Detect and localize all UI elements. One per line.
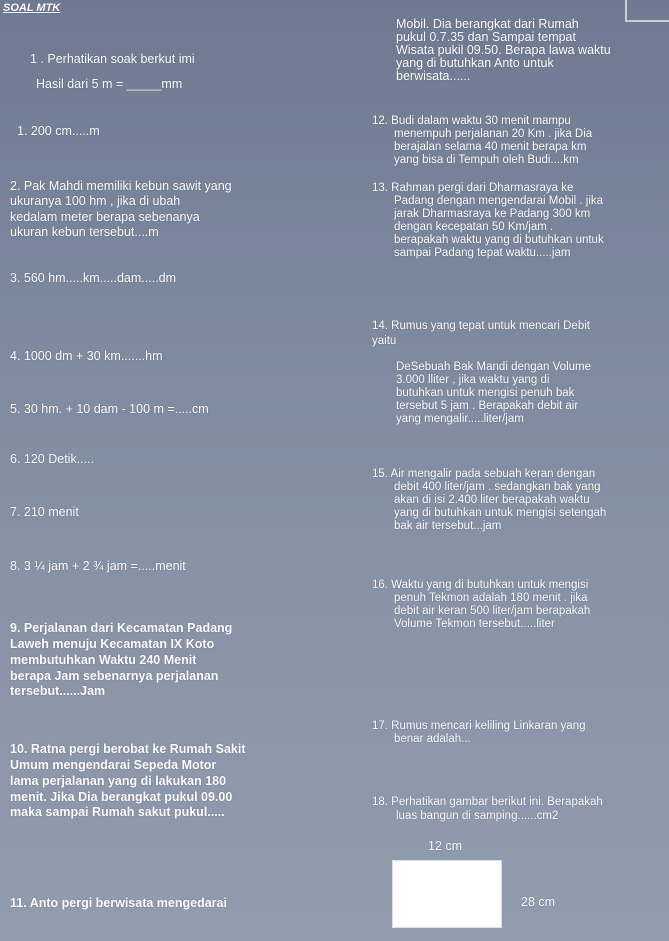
page-corner-frame <box>625 0 669 22</box>
debit-question-line-1: DeSebuah Bak Mandi dengan Volume <box>396 361 592 373</box>
question-15-line-4: yang di butuhkan untuk mengisi setengah <box>394 507 607 519</box>
question-15-line-3: akan di isi 2.400 liter berapakah waktu <box>394 494 590 506</box>
question-9-line-1: 9. Perjalanan dari Kecamatan Padang <box>10 621 233 635</box>
question-5: 5. 30 hm. + 10 dam - 100 m =.....cm <box>10 402 209 416</box>
debit-question-line-2: 3.000 lliter , jika waktu yang di <box>396 374 550 386</box>
question-13-line-2: Padang dengan mengendarai Mobil . jika <box>394 195 604 207</box>
question-12-line-1: 12. Budi dalam waktu 30 menit mampu <box>372 115 571 127</box>
question-10-line-2: Umum mengendarai Sepeda Motor <box>10 758 217 772</box>
question-16-line-3: debit air keran 500 liter/jam berapakah <box>394 605 591 617</box>
rectangle-figure <box>392 860 502 928</box>
question-9-line-3: membutuhkan Waktu 240 Menit <box>10 653 197 667</box>
question-11: 11. Anto pergi berwisata mengedarai <box>10 896 227 910</box>
question-14-line-2: yaitu <box>372 335 397 347</box>
question-3: 3. 560 hm.....km.....dam.....dm <box>10 271 177 285</box>
question-10-line-5: maka sampai Rumah sakut pukul..... <box>10 805 225 819</box>
question-9-line-2: Laweh menuju Kecamatan IX Koto <box>10 637 215 651</box>
question-2-line-3: kedalam meter berapa sebenanya <box>10 210 200 224</box>
question-16-line-1: 16. Waktu yang di butuhkan untuk mengisi <box>372 579 589 591</box>
question-4: 4. 1000 dm + 30 km.......hm <box>10 349 163 363</box>
q11-continued-line-3: Wisata pukil 09.50. Berapa lawa waktu <box>396 43 611 57</box>
question-13-line-6: sampai Padang tepat waktu.....jam <box>394 247 571 259</box>
question-12-line-2: menempuh perjalanan 20 Km . jika Dia <box>394 128 593 140</box>
question-2-line-1: 2. Pak Mahdi memiliki kebun sawit yang <box>10 179 232 193</box>
intro-line-1: 1 . Perhatikan soak berkut imi <box>30 52 195 66</box>
question-13-line-4: dengan kecepatan 50 Km/jam . <box>394 221 554 233</box>
question-16-line-4: Volume Tekmon tersebut.....liter <box>394 618 555 630</box>
debit-question-line-4: tersebut 5 jam . Berapakah debit air <box>396 400 579 412</box>
question-9-line-5: tersebut......Jam <box>10 684 106 698</box>
question-17-line-2: benar adalah... <box>394 733 471 745</box>
question-15-line-2: debit 400 liter/jam . sedangkan bak yang <box>394 481 601 493</box>
question-17-line-1: 17. Rumus mencari keliling Linkaran yang <box>372 720 586 732</box>
debit-question-line-5: yang mengalir.....liter/jam <box>396 413 524 425</box>
question-13-line-5: berapakah waktu yang di butuhkan untuk <box>394 234 604 246</box>
question-15-line-1: 15. Air mengalir pada sebuah keran dengan <box>372 468 596 480</box>
question-1: 1. 200 cm.....m <box>17 124 100 138</box>
question-9-line-4: berapa Jam sebenarnya perjalanan <box>10 669 219 683</box>
q11-continued-line-5: berwisata...... <box>396 69 471 83</box>
question-13-line-1: 13. Rahman pergi dari Dharmasraya ke <box>372 182 574 194</box>
intro-line-2: Hasil dari 5 m = _____mm <box>36 77 183 91</box>
question-18-line-1: 18. Perhatikan gambar berikut ini. Berapakah <box>372 796 603 808</box>
question-10-line-1: 10. Ratna pergi berobat ke Rumah Sakit <box>10 742 246 756</box>
question-7: 7. 210 menit <box>10 505 79 519</box>
q11-continued-line-2: pukul 0.7.35 dan Sampai tempat <box>396 30 576 44</box>
question-12-line-4: yang bisa di Tempuh oleh Budi....km <box>394 154 579 166</box>
question-16-line-2: penuh Tekmon adalah 180 menit . jika <box>394 592 588 604</box>
q11-continued-line-4: yang di butuhkan Anto untuk <box>396 56 554 70</box>
question-8: 8. 3 ¼ jam + 2 ¾ jam =.....menit <box>10 559 186 573</box>
question-2-line-4: ukuran kebun tersebut....m <box>10 225 159 239</box>
question-18-line-2: luas bangun di samping......cm2 <box>396 810 559 822</box>
question-14-line-1: 14. Rumus yang tepat untuk mencari Debit <box>372 320 590 332</box>
question-2-line-2: ukuranya 100 hm , jika di ubah <box>10 194 181 208</box>
debit-question-line-3: butuhkan untuk mengisi penuh bak <box>396 387 575 399</box>
worksheet-header: SOAL MTK <box>3 2 61 14</box>
q11-continued-line-1: Mobil. Dia berangkat dari Rumah <box>396 17 579 31</box>
figure-top-label: 12 cm <box>428 839 463 853</box>
question-13-line-3: jarak Dharmasraya ke Padang 300 km <box>394 208 591 220</box>
figure-side-label: 28 cm <box>521 895 556 909</box>
question-12-line-3: berajalan selama 40 menit berapa km <box>394 141 587 153</box>
question-15-line-5: bak air tersebut...jam <box>394 520 502 532</box>
question-10-line-3: lama perjalanan yang di lakukan 180 <box>10 774 227 788</box>
question-10-line-4: menit. Jika Dia berangkat pukul 09.00 <box>10 790 233 804</box>
question-6: 6. 120 Detik..... <box>10 452 95 466</box>
